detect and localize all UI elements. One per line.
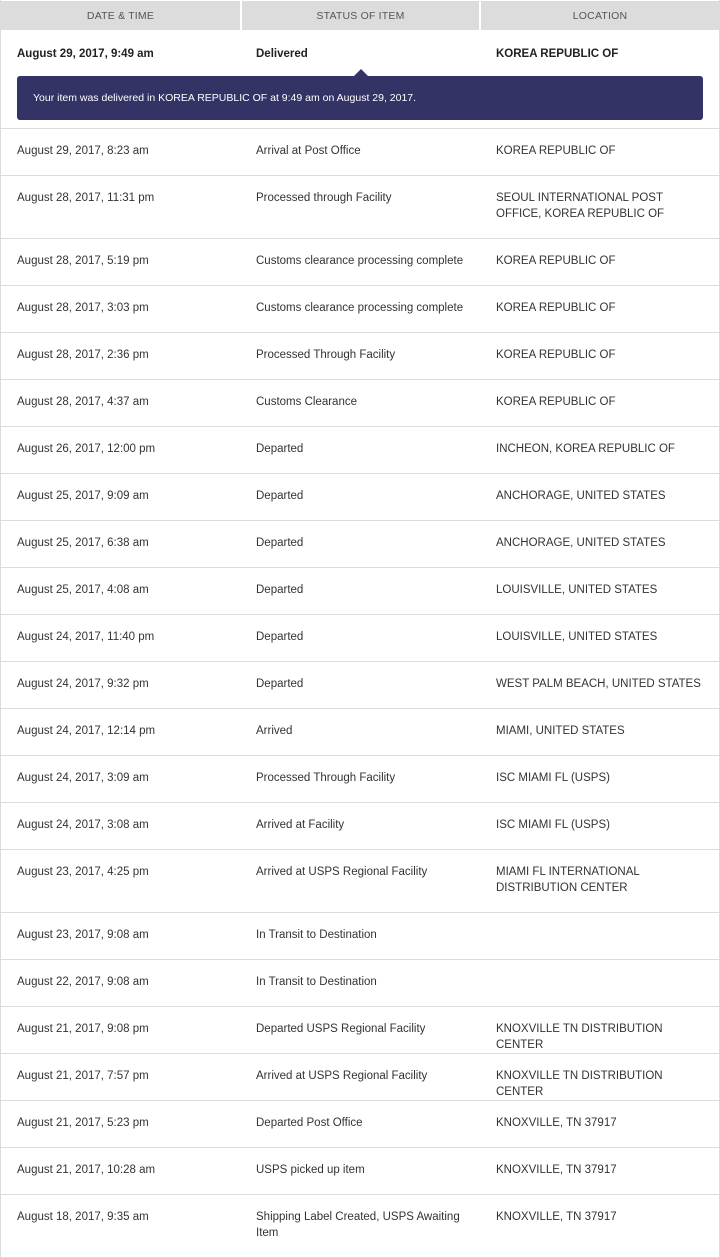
delivery-notice-container — [1, 76, 719, 129]
row-status: Arrival at Post Office — [256, 145, 361, 157]
table-row — [1, 286, 719, 333]
row-status: Departed — [256, 537, 304, 549]
row-location: ANCHORAGE, UNITED STATES — [496, 490, 666, 502]
notice-caret-icon — [354, 69, 368, 76]
row-status: Departed — [256, 678, 304, 690]
row-location — [496, 913, 719, 959]
row-status: In Transit to Destination — [256, 976, 377, 988]
table-row — [1, 333, 719, 380]
delivery-notice — [17, 76, 703, 120]
row-location: KNOXVILLE, TN 37917 — [496, 1211, 617, 1223]
tracking-rows — [1, 129, 719, 1258]
delivered-status: Delivered — [256, 48, 308, 60]
row-date: August 26, 2017, 12:00 pm — [17, 443, 156, 455]
row-date: August 25, 2017, 6:38 am — [17, 537, 149, 549]
table-row — [1, 176, 719, 239]
row-status: Customs clearance processing complete — [256, 302, 464, 314]
row-location: ISC MIAMI FL (USPS) — [496, 819, 610, 831]
table-row — [1, 568, 719, 615]
row-date: August 28, 2017, 11:31 pm — [17, 192, 155, 204]
row-status: Departed USPS Regional Facility — [256, 1023, 426, 1035]
row-status: Shipping Label Created, USPS Awaiting Item — [256, 1211, 460, 1239]
row-date: August 23, 2017, 9:08 am — [17, 929, 149, 941]
row-status: In Transit to Destination — [256, 929, 377, 941]
table-row — [1, 474, 719, 521]
row-date: August 29, 2017, 8:23 am — [17, 145, 149, 157]
table-row — [1, 803, 719, 850]
row-location: LOUISVILLE, UNITED STATES — [496, 584, 658, 596]
row-location — [496, 960, 719, 1006]
row-status: Arrived — [256, 725, 293, 737]
row-location: KOREA REPUBLIC OF — [496, 396, 616, 408]
row-status: Departed — [256, 443, 304, 455]
row-date: August 24, 2017, 12:14 pm — [17, 725, 156, 737]
table-row — [1, 129, 719, 176]
table-row — [1, 427, 719, 474]
row-status: Arrived at USPS Regional Facility — [256, 1070, 428, 1082]
row-status: Arrived at USPS Regional Facility — [256, 866, 428, 878]
row-location: WEST PALM BEACH, UNITED STATES — [496, 678, 701, 690]
row-date: August 24, 2017, 9:32 pm — [17, 678, 149, 690]
row-location: INCHEON, KOREA REPUBLIC OF — [496, 443, 675, 455]
row-date: August 28, 2017, 2:36 pm — [17, 349, 149, 361]
table-row — [1, 709, 719, 756]
delivery-notice-text: Your item was delivered in KOREA REPUBLIC OF at 9:49 am on August 29, 2017. — [33, 92, 417, 104]
table-row — [1, 662, 719, 709]
row-status: USPS picked up item — [256, 1164, 365, 1176]
row-status: Processed Through Facility — [256, 349, 396, 361]
row-status: Arrived at Facility — [256, 819, 345, 831]
delivered-date: August 29, 2017, 9:49 am — [17, 48, 154, 60]
row-status: Departed — [256, 490, 304, 502]
row-location: LOUISVILLE, UNITED STATES — [496, 631, 658, 643]
row-date: August 28, 2017, 5:19 pm — [17, 255, 149, 267]
header-location: LOCATION — [481, 1, 719, 30]
row-date: August 21, 2017, 7:57 pm — [17, 1070, 149, 1082]
row-date: August 22, 2017, 9:08 am — [17, 976, 149, 988]
row-location: KNOXVILLE TN DISTRIBUTION CENTER — [496, 1070, 663, 1098]
row-location: KNOXVILLE TN DISTRIBUTION CENTER — [496, 1023, 663, 1051]
table-row — [1, 1054, 719, 1101]
row-status: Processed through Facility — [256, 192, 392, 204]
row-date: August 28, 2017, 3:03 pm — [17, 302, 149, 314]
table-row — [1, 960, 719, 1007]
row-location: MIAMI FL INTERNATIONAL DISTRIBUTION CENTER — [496, 866, 640, 894]
table-row — [1, 913, 719, 960]
row-location: KOREA REPUBLIC OF — [496, 255, 616, 267]
header-status: STATUS OF ITEM — [242, 1, 479, 30]
row-location: MIAMI, UNITED STATES — [496, 725, 625, 737]
row-location: KOREA REPUBLIC OF — [496, 145, 616, 157]
row-location: KOREA REPUBLIC OF — [496, 302, 616, 314]
delivered-location: KOREA REPUBLIC OF — [496, 48, 619, 60]
table-row — [1, 1101, 719, 1148]
table-row — [1, 850, 719, 913]
table-row — [1, 756, 719, 803]
row-location: ANCHORAGE, UNITED STATES — [496, 537, 666, 549]
row-date: August 21, 2017, 10:28 am — [17, 1164, 156, 1176]
row-date: August 18, 2017, 9:35 am — [17, 1211, 149, 1223]
row-location: ISC MIAMI FL (USPS) — [496, 772, 610, 784]
row-date: August 23, 2017, 4:25 pm — [17, 866, 149, 878]
row-location: KNOXVILLE, TN 37917 — [496, 1117, 617, 1129]
row-date: August 24, 2017, 3:09 am — [17, 772, 149, 784]
row-date: August 28, 2017, 4:37 am — [17, 396, 149, 408]
row-date: August 24, 2017, 11:40 pm — [17, 631, 155, 643]
table-row — [1, 239, 719, 286]
row-status: Processed Through Facility — [256, 772, 396, 784]
row-date: August 24, 2017, 3:08 am — [17, 819, 149, 831]
row-date: August 21, 2017, 9:08 pm — [17, 1023, 149, 1035]
table-row — [1, 1007, 719, 1054]
row-status: Departed — [256, 584, 304, 596]
row-date: August 25, 2017, 9:09 am — [17, 490, 149, 502]
table-row — [1, 1148, 719, 1195]
table-row — [1, 380, 719, 427]
row-location: SEOUL INTERNATIONAL POST OFFICE, KOREA REPUBLIC OF — [496, 192, 665, 220]
row-status: Customs Clearance — [256, 396, 357, 408]
row-date: August 21, 2017, 5:23 pm — [17, 1117, 149, 1129]
row-status: Customs clearance processing complete — [256, 255, 464, 267]
row-location: KNOXVILLE, TN 37917 — [496, 1164, 617, 1176]
table-header — [1, 0, 719, 31]
table-row — [1, 1195, 719, 1258]
table-row — [1, 615, 719, 662]
table-row — [1, 521, 719, 568]
row-status: Departed — [256, 631, 304, 643]
row-location: KOREA REPUBLIC OF — [496, 349, 616, 361]
header-date-time: DATE & TIME — [1, 1, 240, 30]
row-date: August 25, 2017, 4:08 am — [17, 584, 149, 596]
row-status: Departed Post Office — [256, 1117, 363, 1129]
